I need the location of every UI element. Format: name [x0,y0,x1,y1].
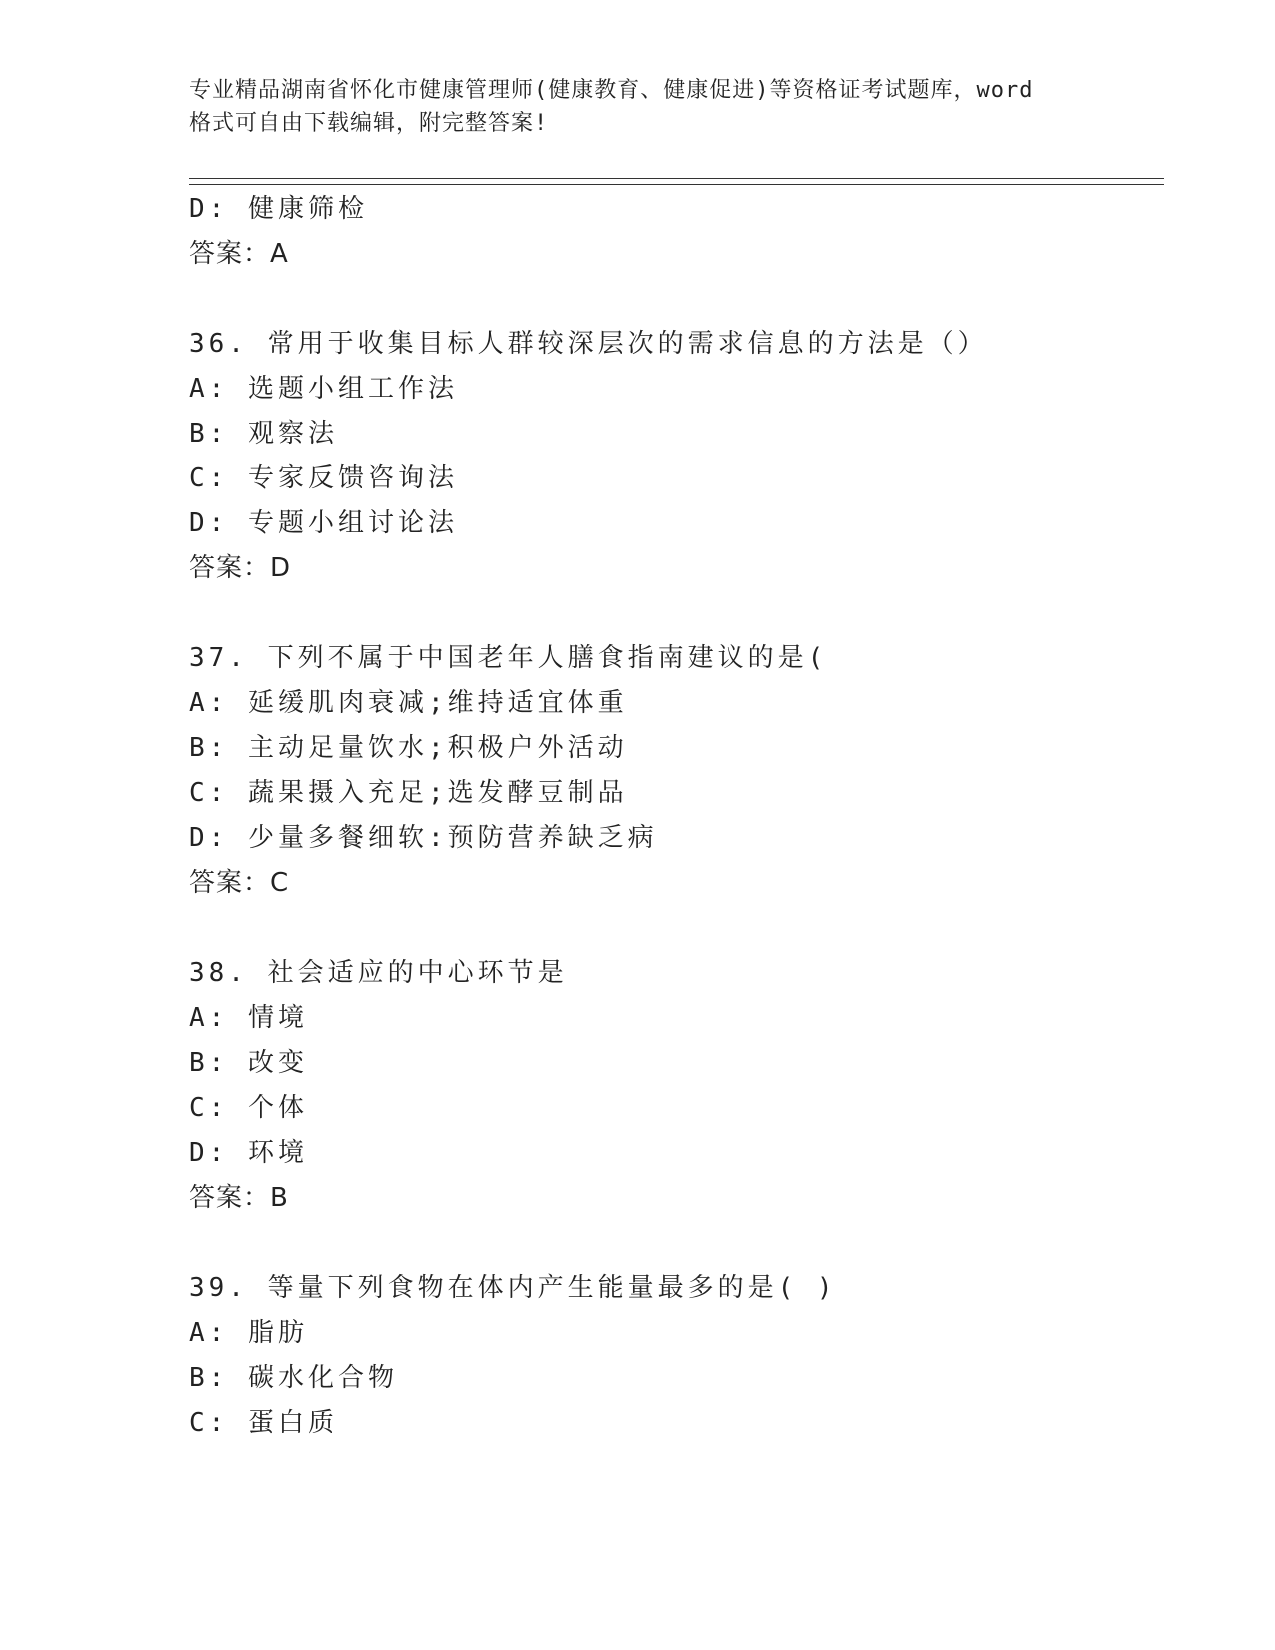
question-38-answer: 答案：B [189,1183,289,1213]
question-38-option-c: C: 个体 [189,1093,308,1123]
question-38-option-a: A: 情境 [189,1003,308,1033]
prev-answer: 答案：A [189,239,289,269]
prev-option-d: D: 健康筛检 [189,194,368,224]
header-line-1: 专业精品湖南省怀化市健康管理师(健康教育、健康促进)等资格证考试题库，word [189,78,1034,103]
header-line-2: 格式可自由下载编辑，附完整答案! [189,111,549,136]
question-37-answer: 答案：C [189,868,290,898]
question-38-stem: 38. 社会适应的中心环节是 [189,958,568,988]
question-36-stem: 36. 常用于收集目标人群较深层次的需求信息的方法是（） [189,329,988,359]
question-37-option-c: C: 蔬果摄入充足;选发酵豆制品 [189,778,628,808]
question-37-option-b: B: 主动足量饮水;积极户外活动 [189,733,628,763]
question-36-answer: 答案：D [189,553,292,583]
question-38-option-b: B: 改变 [189,1048,308,1078]
question-36-option-a: A: 选题小组工作法 [189,374,458,404]
question-36-option-d: D: 专题小组讨论法 [189,508,458,538]
question-37-option-a: A: 延缓肌肉衰减;维持适宜体重 [189,688,628,718]
question-39-stem: 39. 等量下列食物在体内产生能量最多的是( ) [189,1273,837,1303]
question-36-option-b: B: 观察法 [189,419,338,449]
question-39-option-b: B: 碳水化合物 [189,1363,398,1393]
question-37-option-d: D: 少量多餐细软:预防营养缺乏病 [189,823,658,853]
question-38-option-d: D: 环境 [189,1138,308,1168]
question-37-stem: 37. 下列不属于中国老年人膳食指南建议的是( [189,643,828,673]
document-header [189,74,1089,140]
header-divider-top [189,178,1164,179]
question-36-option-c: C: 专家反馈咨询法 [189,463,458,493]
question-39-option-a: A: 脂肪 [189,1318,308,1348]
header-divider-bottom [189,184,1164,185]
question-39-option-c: C: 蛋白质 [189,1408,338,1438]
